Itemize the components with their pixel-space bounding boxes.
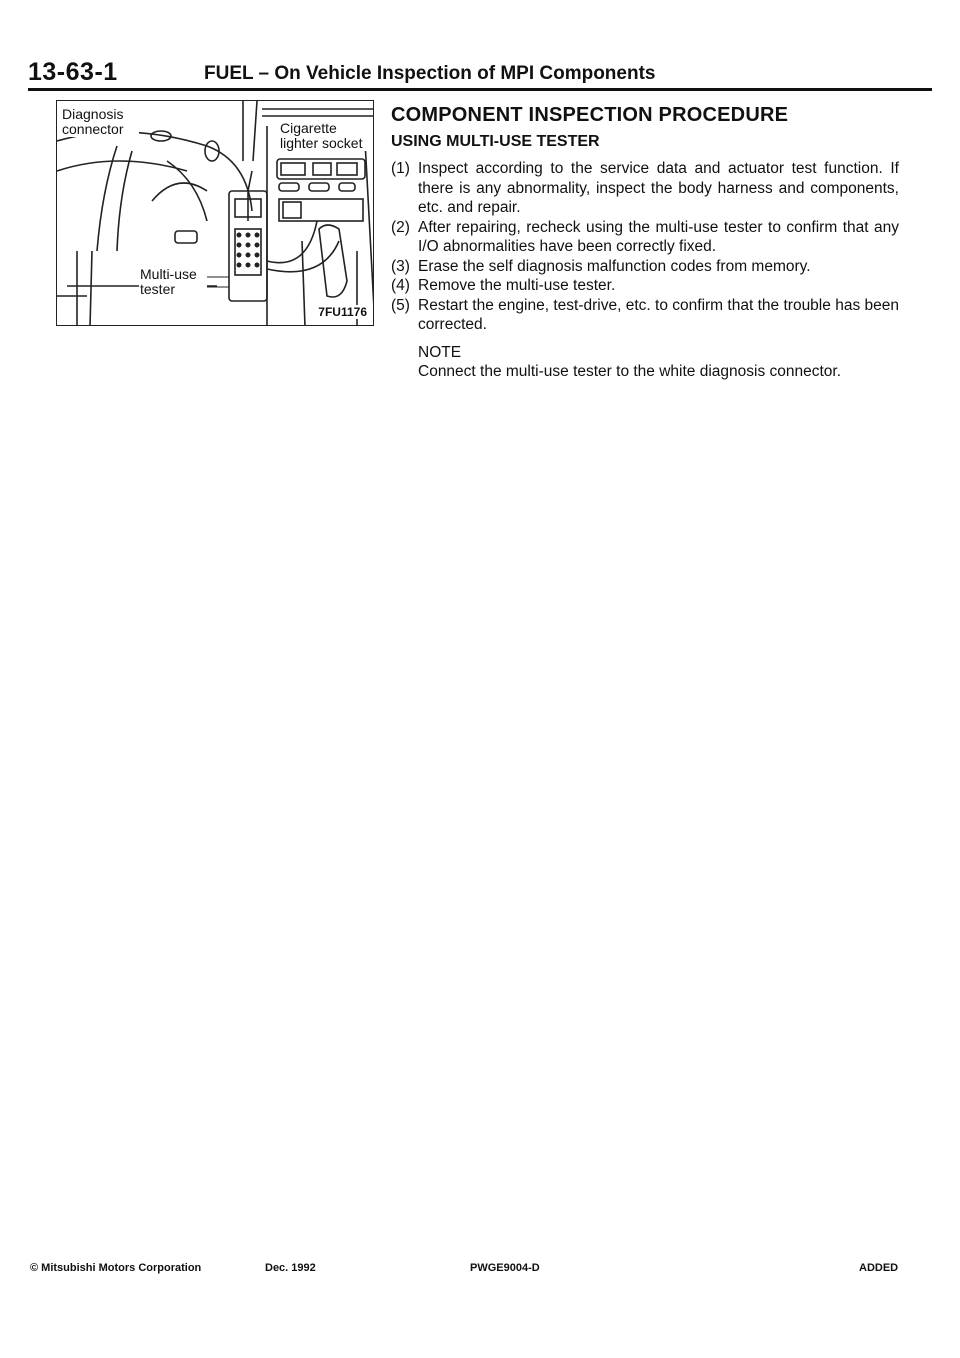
step-text: Restart the engine, test-drive, etc. to confirm that the trouble has been corrected. xyxy=(418,296,899,333)
step-item xyxy=(391,159,899,218)
label-diagnosis-connector: Diagnosis connector xyxy=(61,107,139,137)
step-item xyxy=(391,218,899,257)
page-footer xyxy=(30,1262,910,1278)
step-number: (1) xyxy=(391,160,410,177)
figure-id: 7FU1176 xyxy=(318,305,367,319)
footer-document-code: PWGE9004-D xyxy=(470,1262,540,1274)
procedure-content xyxy=(391,104,899,382)
step-text: Inspect according to the service data and actuator test function. If there is any abnormality, inspect the body harness and components, etc. and repair. xyxy=(418,160,899,216)
note-block xyxy=(391,343,899,382)
label-multi-use-tester: Multi-use tester xyxy=(139,267,207,297)
procedure-steps xyxy=(391,159,899,335)
step-text: Erase the self diagnosis malfunction codes from memory. xyxy=(418,257,811,275)
step-text: After repairing, recheck using the multi-use tester to confirm that any I/O abnormalities have been correctly fixed. xyxy=(418,218,899,255)
note-text: Connect the multi-use tester to the white diagnosis connector. xyxy=(418,363,842,380)
step-text: Remove the multi-use tester. xyxy=(418,277,616,294)
procedure-heading: COMPONENT INSPECTION PROCEDURE xyxy=(391,104,789,126)
header-rule xyxy=(28,88,932,91)
tester-connection-figure xyxy=(56,100,374,326)
footer-date: Dec. 1992 xyxy=(265,1262,316,1274)
step-item xyxy=(391,257,899,277)
step-number: (2) xyxy=(391,218,410,236)
footer-status: ADDED xyxy=(859,1262,899,1274)
procedure-subheading: USING MULTI-USE TESTER xyxy=(391,133,600,150)
step-item xyxy=(391,276,899,296)
footer-copyright: © Mitsubishi Motors Corporation xyxy=(30,1262,202,1274)
step-number: (3) xyxy=(391,257,410,275)
page-header xyxy=(28,58,932,92)
step-number: (5) xyxy=(391,296,410,314)
label-cigarette-lighter-socket: Cigarette lighter socket xyxy=(279,121,373,151)
step-item xyxy=(391,296,899,335)
page-number: 13-63-1 xyxy=(28,58,118,86)
step-number: (4) xyxy=(391,277,410,294)
note-label: NOTE xyxy=(418,343,462,361)
section-title: FUEL – On Vehicle Inspection of MPI Components xyxy=(204,63,656,84)
